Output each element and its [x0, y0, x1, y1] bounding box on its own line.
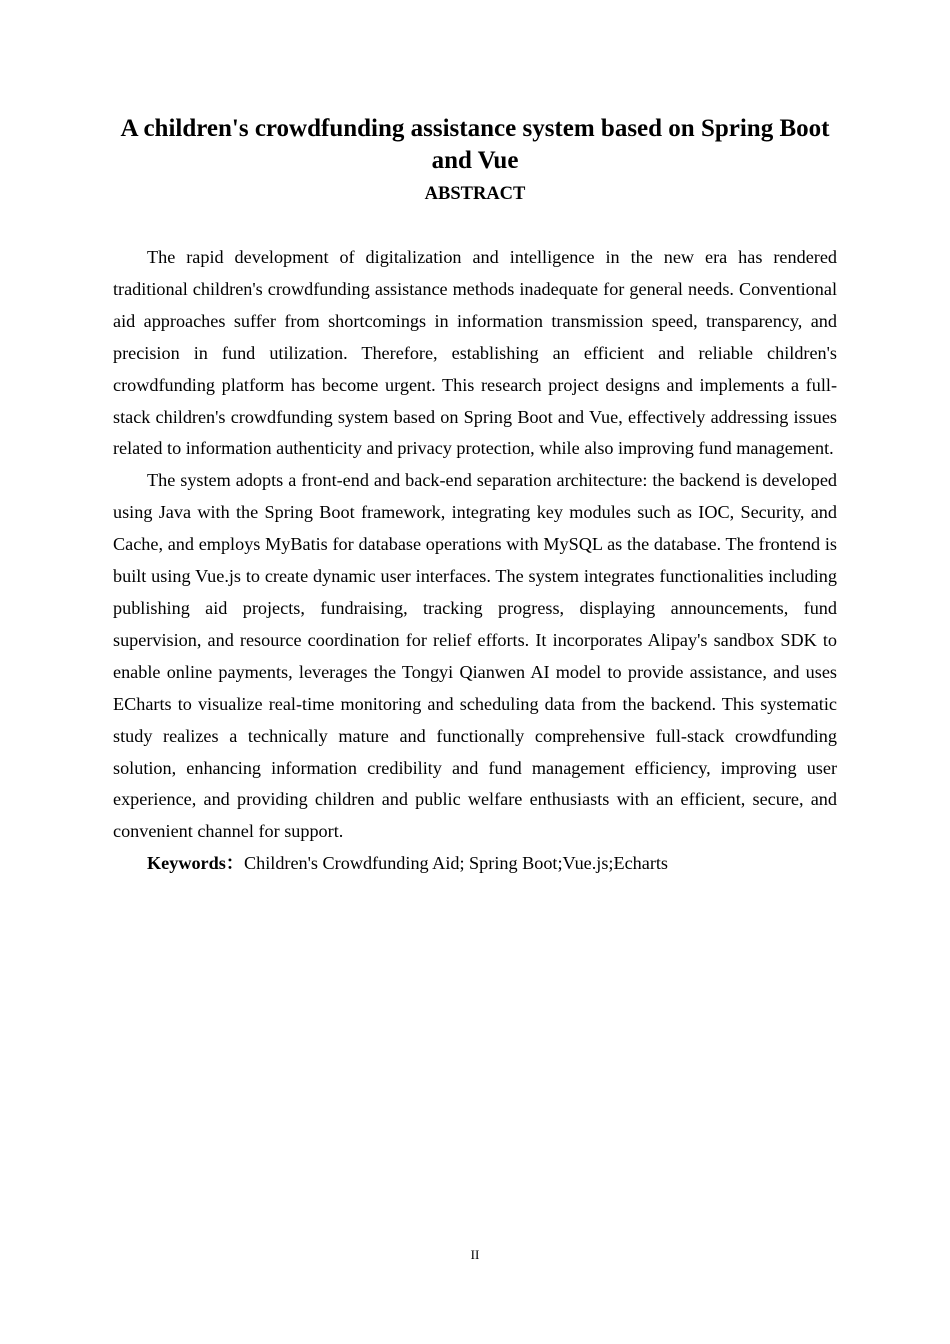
keywords-line	[113, 848, 837, 880]
keywords-text: Children's Crowdfunding Aid; Spring Boot;Vue.js;Echarts	[244, 853, 669, 874]
page-number: II	[470, 1247, 480, 1262]
abstract-paragraph-2: The system adopts a front-end and back-end separation architecture: the backend is developed using Java with the Spring Boot framework, integrating key modules such as IOC, Security, and Cache, and employs MyBatis for database operations with MySQL as the database. The frontend is built using Vue.js to create dynamic user interfaces. The system integrates functionalities including publishing aid projects, fundraising, tracking progress, displaying announcements, fund supervision, and resource coordination for relief efforts. It incorporates Alipay's sandbox SDK to enable online payments, leverages the Tongyi Qianwen AI model to provide assistance, and uses ECharts to visualize real-time monitoring and scheduling data from the backend. This systematic study realizes a technically mature and functionally comprehensive full-stack crowdfunding solution, enhancing information credibility and fund management efficiency, improving user experience, and providing children and public welfare enthusiasts with an efficient, secure, and convenient channel for support.	[113, 470, 837, 842]
paper-title: A children's crowdfunding assistance system based on Spring Boot and Vue	[120, 115, 830, 174]
abstract-paragraph-1: The rapid development of digitalization and intelligence in the new era has rendered traditional children's crowdfunding assistance methods inadequate for general needs. Conventional aid approaches suffer from shortcomings in information transmission speed, transparency, and precision in fund utilization. Therefore, establishing an efficient and reliable children's crowdfunding platform has become urgent. This research project designs and implements a full-stack children's crowdfunding system based on Spring Boot and Vue, effectively addressing issues related to information authenticity and privacy protection, while also improving fund management.	[113, 247, 837, 459]
keywords-label: Keywords：	[147, 853, 244, 874]
abstract-heading: ABSTRACT	[424, 184, 526, 204]
abstract-body	[113, 242, 837, 880]
